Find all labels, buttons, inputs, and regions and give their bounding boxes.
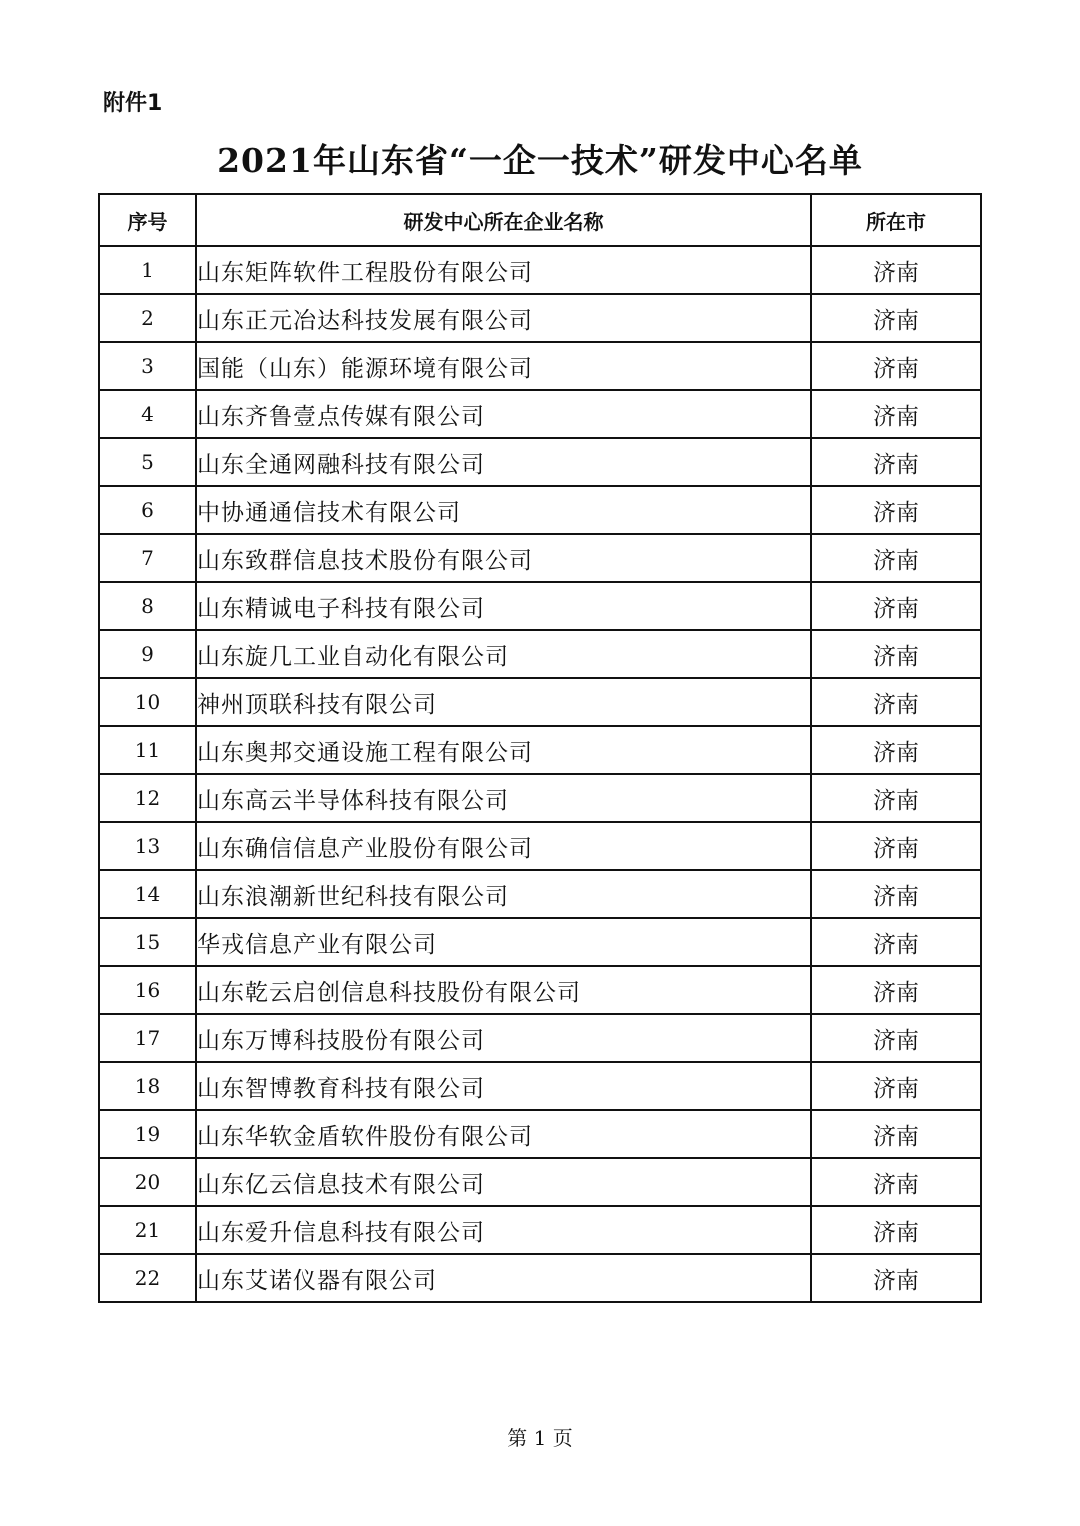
company-name: 山东旋几工业自动化有限公司 (196, 630, 811, 678)
rd-center-table (98, 193, 982, 1303)
table-row (99, 1062, 981, 1110)
row-number: 22 (99, 1254, 196, 1302)
company-name: 山东智博教育科技有限公司 (196, 1062, 811, 1110)
row-number: 3 (99, 342, 196, 390)
table-row (99, 1206, 981, 1254)
city-name: 济南 (811, 1014, 981, 1062)
row-number: 9 (99, 630, 196, 678)
company-name: 国能（山东）能源环境有限公司 (196, 342, 811, 390)
row-number: 8 (99, 582, 196, 630)
city-name: 济南 (811, 774, 981, 822)
company-name: 山东精诚电子科技有限公司 (196, 582, 811, 630)
header-no: 序号 (99, 194, 196, 246)
row-number: 5 (99, 438, 196, 486)
city-name: 济南 (811, 1206, 981, 1254)
table-row (99, 1110, 981, 1158)
attachment-label: 附件1 (103, 91, 163, 116)
city-name: 济南 (811, 822, 981, 870)
row-number: 2 (99, 294, 196, 342)
company-name: 山东矩阵软件工程股份有限公司 (196, 246, 811, 294)
company-name: 山东正元冶达科技发展有限公司 (196, 294, 811, 342)
row-number: 19 (99, 1110, 196, 1158)
row-number: 4 (99, 390, 196, 438)
table-row (99, 438, 981, 486)
table-row (99, 390, 981, 438)
row-number: 13 (99, 822, 196, 870)
company-name: 山东浪潮新世纪科技有限公司 (196, 870, 811, 918)
city-name: 济南 (811, 1110, 981, 1158)
company-name: 山东亿云信息技术有限公司 (196, 1158, 811, 1206)
company-name: 山东爱升信息科技有限公司 (196, 1206, 811, 1254)
company-name: 华戎信息产业有限公司 (196, 918, 811, 966)
table-row (99, 822, 981, 870)
table-row (99, 294, 981, 342)
company-name: 山东华软金盾软件股份有限公司 (196, 1110, 811, 1158)
company-name: 山东齐鲁壹点传媒有限公司 (196, 390, 811, 438)
table-row (99, 1158, 981, 1206)
header-company-name: 研发中心所在企业名称 (196, 194, 811, 246)
row-number: 1 (99, 246, 196, 294)
row-number: 7 (99, 534, 196, 582)
table-row (99, 486, 981, 534)
table-row (99, 534, 981, 582)
row-number: 14 (99, 870, 196, 918)
row-number: 15 (99, 918, 196, 966)
table-row (99, 246, 981, 294)
company-name: 山东全通网融科技有限公司 (196, 438, 811, 486)
row-number: 16 (99, 966, 196, 1014)
page-number: 第 1 页 (507, 1426, 573, 1450)
city-name: 济南 (811, 342, 981, 390)
table-header-row (99, 194, 981, 246)
city-name: 济南 (811, 1158, 981, 1206)
table-row (99, 582, 981, 630)
city-name: 济南 (811, 246, 981, 294)
table-row (99, 966, 981, 1014)
row-number: 17 (99, 1014, 196, 1062)
company-name: 山东致群信息技术股份有限公司 (196, 534, 811, 582)
row-number: 6 (99, 486, 196, 534)
city-name: 济南 (811, 870, 981, 918)
table-row (99, 342, 981, 390)
city-name: 济南 (811, 294, 981, 342)
company-name: 神州顶联科技有限公司 (196, 678, 811, 726)
city-name: 济南 (811, 486, 981, 534)
row-number: 12 (99, 774, 196, 822)
city-name: 济南 (811, 630, 981, 678)
city-name: 济南 (811, 438, 981, 486)
city-name: 济南 (811, 918, 981, 966)
row-number: 21 (99, 1206, 196, 1254)
city-name: 济南 (811, 1254, 981, 1302)
table-row (99, 726, 981, 774)
row-number: 11 (99, 726, 196, 774)
table-row (99, 870, 981, 918)
city-name: 济南 (811, 678, 981, 726)
company-name: 山东艾诺仪器有限公司 (196, 1254, 811, 1302)
company-name: 山东乾云启创信息科技股份有限公司 (196, 966, 811, 1014)
city-name: 济南 (811, 390, 981, 438)
table-row (99, 630, 981, 678)
company-name: 中协通通信技术有限公司 (196, 486, 811, 534)
city-name: 济南 (811, 966, 981, 1014)
city-name: 济南 (811, 1062, 981, 1110)
table-row (99, 1014, 981, 1062)
row-number: 18 (99, 1062, 196, 1110)
document-title: 2021年山东省“一企一技术”研发中心名单 (217, 141, 863, 180)
city-name: 济南 (811, 534, 981, 582)
row-number: 10 (99, 678, 196, 726)
city-name: 济南 (811, 726, 981, 774)
header-city: 所在市 (811, 194, 981, 246)
company-name: 山东万博科技股份有限公司 (196, 1014, 811, 1062)
company-name: 山东确信信息产业股份有限公司 (196, 822, 811, 870)
table-row (99, 774, 981, 822)
city-name: 济南 (811, 582, 981, 630)
table-row (99, 678, 981, 726)
row-number: 20 (99, 1158, 196, 1206)
table-row (99, 918, 981, 966)
table-row (99, 1254, 981, 1302)
company-name: 山东奥邦交通设施工程有限公司 (196, 726, 811, 774)
company-name: 山东高云半导体科技有限公司 (196, 774, 811, 822)
